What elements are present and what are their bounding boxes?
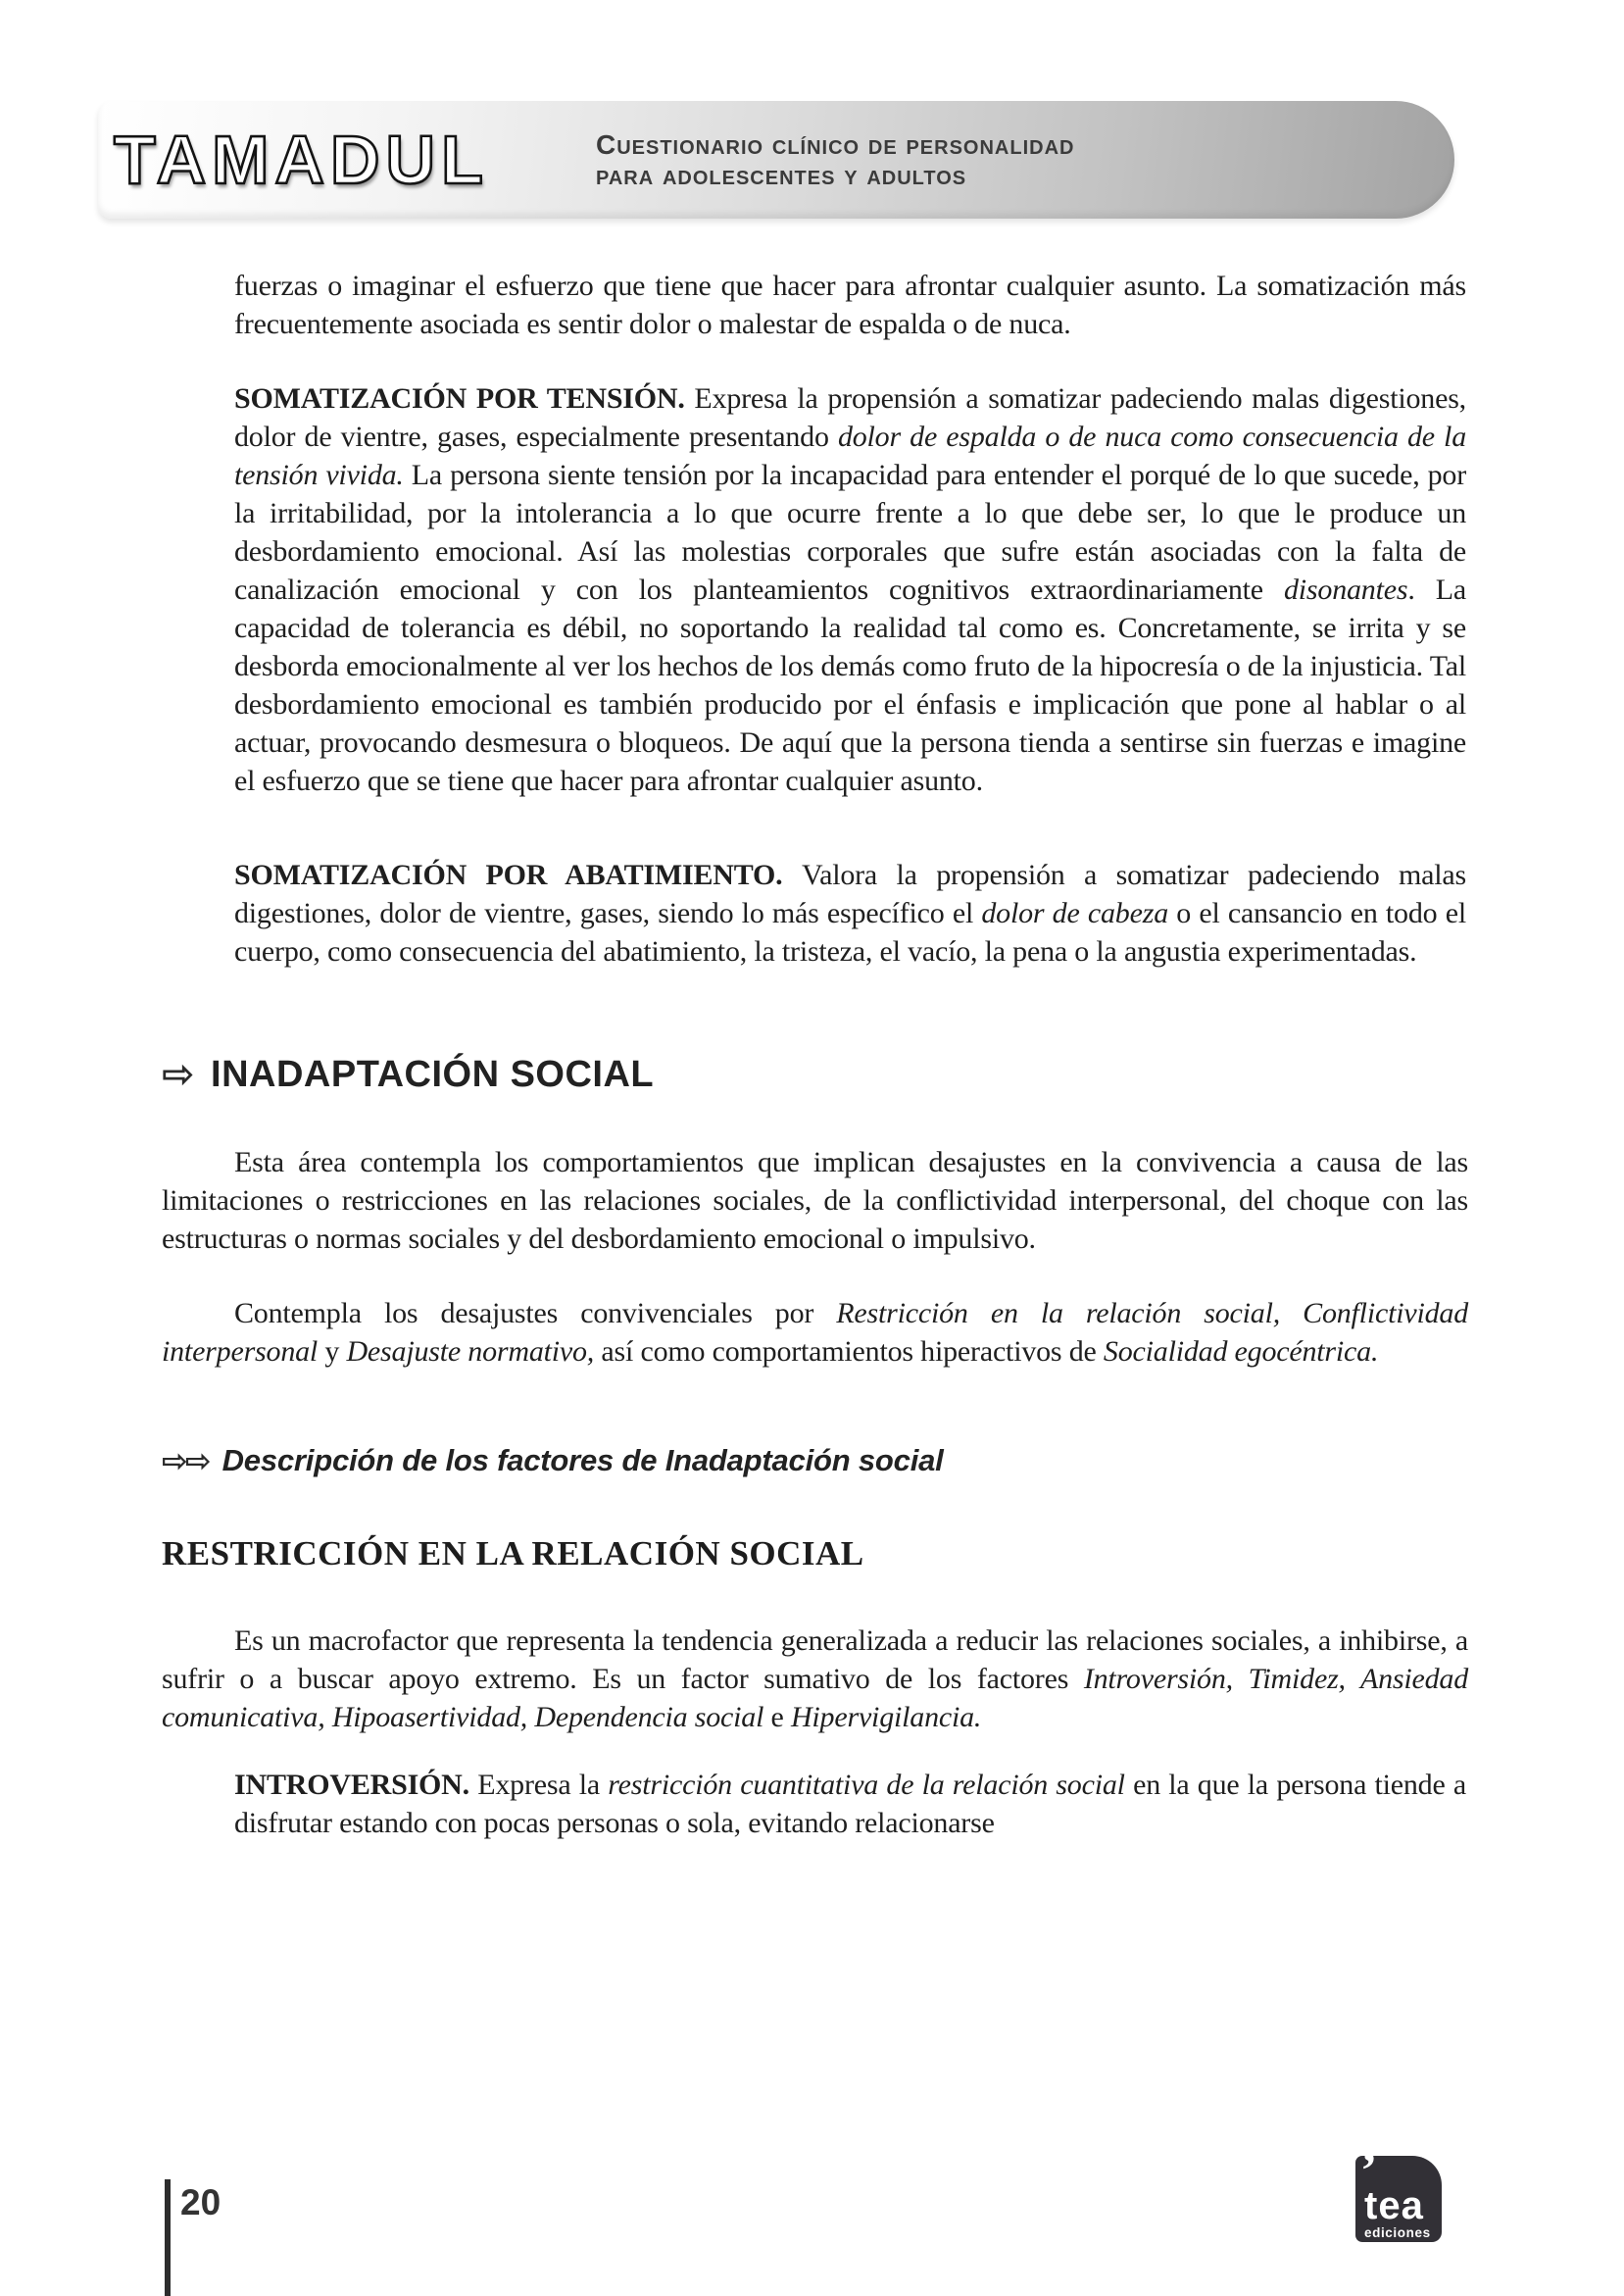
paragraph-somatizacion-por-abatimiento: SOMATIZACIÓN POR ABATIMIENTO. Valora la propensión a somatizar padeciendo malas digestiones, dolor de vientre, gases, siendo lo más específico el dolor de cabeza o el cansancio en todo el cuerpo, como consecuencia del abatimiento, la tristeza, el vacío, la pena o la angustia experimentadas.	[234, 859, 1466, 968]
tea-ediciones-logo	[1355, 2143, 1442, 2242]
tea-logo-name: tea	[1364, 2184, 1424, 2227]
paragraph-desajustes-convivenciales: Contempla los desajustes convivenciales por Restricción en la relación social, Conflictividad interpersonal y Desajuste normativo, así como comportamientos hiperactivos de Socialidad egocéntrica.	[162, 1297, 1468, 1368]
tea-logo-apostrophe-icon: ’	[1360, 2143, 1378, 2199]
paragraph-introversion: INTROVERSIÓN. Expresa la restricción cuantitativa de la relación social en la que la persona tiende a disfrutar estando con pocas personas o sola, evitando relacionarse	[234, 1769, 1466, 1839]
paragraph-somatizacion-por-tension: SOMATIZACIÓN POR TENSIÓN. Expresa la propensión a somatizar padeciendo malas digestiones, dolor de vientre, gases, especialmente presentando dolor de espalda o de nuca como consecuencia de la tensión vivida. La persona siente tensión por la incapacidad para entender el porqué de lo que sucede, por la irritabilidad, por la intolerancia a lo que ocurre frente a lo que debe ser, lo que le produce un desbordamiento emocional. Así las molestias corporales que sufre están asociadas con la falta de canalización emocional y con los planteamientos cognitivos extraordinariamente disonantes. La capacidad de tolerancia es débil, no soportando la realidad tal como es. Concretamente, se irrita y se desborda emocionalmente al ver los hechos de los demás como fruto de la hipocresía o de la injusticia. Tal desbordamiento emocional es también producido por el énfasis e implicación que pone al hablar o al actuar, provocando desmesura o bloqueos. De aquí que la persona tienda a sentirse sin fuerzas e imagine el esfuerzo que se tiene que hacer para afrontar cualquier asunto.	[234, 382, 1466, 797]
tea-logo-tagline: ediciones	[1364, 2224, 1431, 2240]
paragraph-macrofactor: Es un macrofactor que representa la tendencia generalizada a reducir las relaciones sociales, a inhibirse, a sufrir o a buscar apoyo extremo. Es un factor sumativo de los factores Introversión, Timidez, Ansiedad comunicativa, Hipoasertividad, Dependencia social e Hipervigilancia.	[162, 1624, 1469, 1733]
double-arrow-right-icon: ⇨⇨	[162, 1441, 209, 1479]
header-subtitle-line2: para adolescentes y adultos	[596, 160, 967, 190]
subsection-heading-descripcion-factores	[162, 1441, 1468, 1479]
header-subtitle-line1: Cuestionario clínico de personalidad	[596, 129, 1075, 160]
page-body	[162, 267, 1468, 1842]
section-heading-label: INADAPTACIÓN SOCIAL	[211, 1053, 655, 1095]
heading-restriccion-relacion-social: RESTRICCIÓN EN LA RELACIÓN SOCIAL	[162, 1534, 864, 1572]
section-heading-inadaptacion-social	[162, 1052, 1468, 1097]
page-number: 20	[180, 2182, 221, 2222]
tamadul-logo: TAMADUL	[114, 122, 489, 198]
paragraph-continuation-somatizacion: fuerzas o imaginar el esfuerzo que tiene que hacer para afrontar cualquier asunto. La somatización más frecuentemente asociada es sentir dolor o malestar de espalda o de nuca.	[234, 270, 1466, 340]
arrow-right-icon: ⇨	[162, 1052, 196, 1097]
header-band	[98, 101, 1454, 219]
header-subtitle	[596, 129, 1074, 190]
paragraph-area-descripcion: Esta área contempla los comportamientos que implican desajustes en la convivencia a causa de las limitaciones o restricciones en las relaciones sociales, de la conflictividad interpersonal, del choque con las estructuras o normas sociales y del desbordamiento emocional o impulsivo.	[162, 1146, 1468, 1255]
subsection-heading-label: Descripción de los factores de Inadaptación social	[221, 1443, 944, 1477]
page-number-divider	[165, 2179, 171, 2296]
